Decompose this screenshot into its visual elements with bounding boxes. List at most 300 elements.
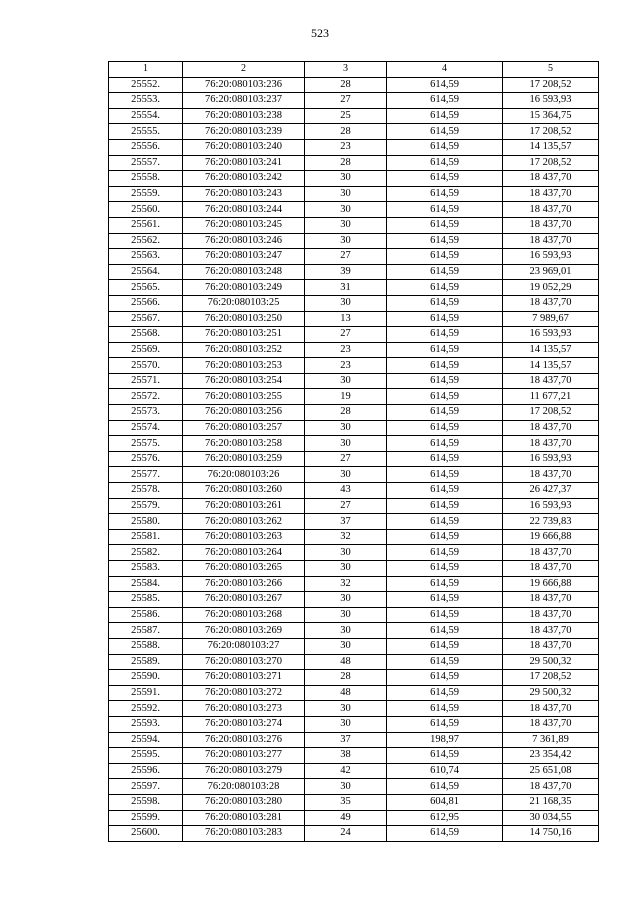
value-cell: 18 437,70 xyxy=(503,779,599,795)
area-cell: 27 xyxy=(305,249,387,265)
cadastral-number-cell: 76:20:080103:236 xyxy=(183,77,305,93)
rate-cell: 614,59 xyxy=(387,108,503,124)
area-cell: 30 xyxy=(305,436,387,452)
rate-cell: 614,59 xyxy=(387,342,503,358)
row-number-cell: 25590. xyxy=(109,670,183,686)
cadastral-number-cell: 76:20:080103:258 xyxy=(183,436,305,452)
table-row xyxy=(109,545,599,561)
column-header: 1 xyxy=(109,62,183,78)
cadastral-number-cell: 76:20:080103:237 xyxy=(183,93,305,109)
cadastral-number-cell: 76:20:080103:28 xyxy=(183,779,305,795)
area-cell: 23 xyxy=(305,139,387,155)
rate-cell: 614,59 xyxy=(387,592,503,608)
area-cell: 28 xyxy=(305,155,387,171)
value-cell: 14 135,57 xyxy=(503,139,599,155)
area-cell: 43 xyxy=(305,483,387,499)
area-cell: 28 xyxy=(305,405,387,421)
row-number-cell: 25552. xyxy=(109,77,183,93)
table-row xyxy=(109,295,599,311)
table-row xyxy=(109,794,599,810)
cadastral-number-cell: 76:20:080103:267 xyxy=(183,592,305,608)
table-row xyxy=(109,311,599,327)
table-row xyxy=(109,405,599,421)
rate-cell: 614,59 xyxy=(387,405,503,421)
cadastral-number-cell: 76:20:080103:266 xyxy=(183,576,305,592)
area-cell: 30 xyxy=(305,545,387,561)
cadastral-number-cell: 76:20:080103:244 xyxy=(183,202,305,218)
table-row xyxy=(109,592,599,608)
area-cell: 30 xyxy=(305,171,387,187)
cadastral-number-cell: 76:20:080103:247 xyxy=(183,249,305,265)
rate-cell: 614,59 xyxy=(387,389,503,405)
area-cell: 35 xyxy=(305,794,387,810)
area-cell: 30 xyxy=(305,467,387,483)
rate-cell: 614,59 xyxy=(387,716,503,732)
rate-cell: 614,59 xyxy=(387,436,503,452)
row-number-cell: 25597. xyxy=(109,779,183,795)
cadastral-number-cell: 76:20:080103:259 xyxy=(183,451,305,467)
cadastral-number-cell: 76:20:080103:248 xyxy=(183,264,305,280)
table-row xyxy=(109,685,599,701)
value-cell: 22 739,83 xyxy=(503,514,599,530)
value-cell: 19 666,88 xyxy=(503,576,599,592)
row-number-cell: 25563. xyxy=(109,249,183,265)
row-number-cell: 25566. xyxy=(109,295,183,311)
row-number-cell: 25556. xyxy=(109,139,183,155)
value-cell: 29 500,32 xyxy=(503,654,599,670)
table-row xyxy=(109,638,599,654)
row-number-cell: 25555. xyxy=(109,124,183,140)
value-cell: 18 437,70 xyxy=(503,436,599,452)
rate-cell: 614,59 xyxy=(387,638,503,654)
table-row xyxy=(109,670,599,686)
area-cell: 48 xyxy=(305,654,387,670)
area-cell: 30 xyxy=(305,592,387,608)
rate-cell: 614,59 xyxy=(387,467,503,483)
value-cell: 23 969,01 xyxy=(503,264,599,280)
cadastral-number-cell: 76:20:080103:279 xyxy=(183,763,305,779)
row-number-cell: 25561. xyxy=(109,217,183,233)
table-row xyxy=(109,763,599,779)
rate-cell: 614,59 xyxy=(387,217,503,233)
area-cell: 30 xyxy=(305,295,387,311)
value-cell: 18 437,70 xyxy=(503,561,599,577)
rate-cell: 614,59 xyxy=(387,93,503,109)
value-cell: 25 651,08 xyxy=(503,763,599,779)
value-cell: 18 437,70 xyxy=(503,592,599,608)
row-number-cell: 25595. xyxy=(109,748,183,764)
row-number-cell: 25571. xyxy=(109,373,183,389)
rate-cell: 614,59 xyxy=(387,171,503,187)
table-row xyxy=(109,701,599,717)
rate-cell: 614,59 xyxy=(387,311,503,327)
value-cell: 18 437,70 xyxy=(503,295,599,311)
row-number-cell: 25577. xyxy=(109,467,183,483)
table-row xyxy=(109,217,599,233)
value-cell: 18 437,70 xyxy=(503,545,599,561)
table-row xyxy=(109,280,599,296)
row-number-cell: 25573. xyxy=(109,405,183,421)
cadastral-number-cell: 76:20:080103:241 xyxy=(183,155,305,171)
area-cell: 48 xyxy=(305,685,387,701)
cadastral-number-cell: 76:20:080103:257 xyxy=(183,420,305,436)
table-row xyxy=(109,358,599,374)
row-number-cell: 25558. xyxy=(109,171,183,187)
rate-cell: 614,59 xyxy=(387,155,503,171)
rate-cell: 614,59 xyxy=(387,327,503,343)
row-number-cell: 25591. xyxy=(109,685,183,701)
area-cell: 28 xyxy=(305,124,387,140)
area-cell: 31 xyxy=(305,280,387,296)
area-cell: 23 xyxy=(305,358,387,374)
area-cell: 28 xyxy=(305,77,387,93)
cadastral-number-cell: 76:20:080103:256 xyxy=(183,405,305,421)
cadastral-number-cell: 76:20:080103:277 xyxy=(183,748,305,764)
table-row xyxy=(109,810,599,826)
value-cell: 29 500,32 xyxy=(503,685,599,701)
table-row xyxy=(109,155,599,171)
area-cell: 37 xyxy=(305,514,387,530)
row-number-cell: 25587. xyxy=(109,623,183,639)
area-cell: 23 xyxy=(305,342,387,358)
table-row xyxy=(109,623,599,639)
cadastral-number-cell: 76:20:080103:260 xyxy=(183,483,305,499)
cadastral-number-cell: 76:20:080103:243 xyxy=(183,186,305,202)
rate-cell: 198,97 xyxy=(387,732,503,748)
table-row xyxy=(109,420,599,436)
area-cell: 27 xyxy=(305,93,387,109)
cadastral-number-cell: 76:20:080103:250 xyxy=(183,311,305,327)
cadastral-number-cell: 76:20:080103:249 xyxy=(183,280,305,296)
value-cell: 18 437,70 xyxy=(503,186,599,202)
column-header: 5 xyxy=(503,62,599,78)
row-number-cell: 25575. xyxy=(109,436,183,452)
rate-cell: 614,59 xyxy=(387,139,503,155)
area-cell: 39 xyxy=(305,264,387,280)
cadastral-number-cell: 76:20:080103:276 xyxy=(183,732,305,748)
table-row xyxy=(109,124,599,140)
rate-cell: 614,59 xyxy=(387,124,503,140)
rate-cell: 614,59 xyxy=(387,748,503,764)
area-cell: 30 xyxy=(305,561,387,577)
value-cell: 18 437,70 xyxy=(503,233,599,249)
table-row xyxy=(109,561,599,577)
table-row xyxy=(109,654,599,670)
row-number-cell: 25581. xyxy=(109,529,183,545)
table-row xyxy=(109,389,599,405)
row-number-cell: 25557. xyxy=(109,155,183,171)
value-cell: 26 427,37 xyxy=(503,483,599,499)
rate-cell: 614,59 xyxy=(387,607,503,623)
area-cell: 13 xyxy=(305,311,387,327)
area-cell: 32 xyxy=(305,576,387,592)
table-row xyxy=(109,186,599,202)
cadastral-number-cell: 76:20:080103:274 xyxy=(183,716,305,732)
table-row xyxy=(109,576,599,592)
row-number-cell: 25565. xyxy=(109,280,183,296)
table-row xyxy=(109,607,599,623)
cadastral-number-cell: 76:20:080103:272 xyxy=(183,685,305,701)
cadastral-number-cell: 76:20:080103:253 xyxy=(183,358,305,374)
rate-cell: 614,59 xyxy=(387,529,503,545)
area-cell: 30 xyxy=(305,623,387,639)
table-row xyxy=(109,732,599,748)
value-cell: 18 437,70 xyxy=(503,716,599,732)
row-number-cell: 25564. xyxy=(109,264,183,280)
value-cell: 7 989,67 xyxy=(503,311,599,327)
table-row xyxy=(109,77,599,93)
rate-cell: 614,59 xyxy=(387,295,503,311)
area-cell: 30 xyxy=(305,779,387,795)
value-cell: 7 361,89 xyxy=(503,732,599,748)
cadastral-number-cell: 76:20:080103:26 xyxy=(183,467,305,483)
table-row xyxy=(109,108,599,124)
row-number-cell: 25584. xyxy=(109,576,183,592)
value-cell: 18 437,70 xyxy=(503,623,599,639)
cadastral-number-cell: 76:20:080103:283 xyxy=(183,826,305,842)
rate-cell: 614,59 xyxy=(387,77,503,93)
cadastral-number-cell: 76:20:080103:268 xyxy=(183,607,305,623)
area-cell: 30 xyxy=(305,373,387,389)
rate-cell: 614,59 xyxy=(387,420,503,436)
cadastral-number-cell: 76:20:080103:239 xyxy=(183,124,305,140)
row-number-cell: 25582. xyxy=(109,545,183,561)
cadastral-number-cell: 76:20:080103:280 xyxy=(183,794,305,810)
rate-cell: 614,59 xyxy=(387,233,503,249)
cadastral-number-cell: 76:20:080103:273 xyxy=(183,701,305,717)
rate-cell: 614,59 xyxy=(387,249,503,265)
table-row xyxy=(109,249,599,265)
rate-cell: 614,59 xyxy=(387,451,503,467)
table-row xyxy=(109,748,599,764)
area-cell: 42 xyxy=(305,763,387,779)
row-number-cell: 25594. xyxy=(109,732,183,748)
cadastral-number-cell: 76:20:080103:252 xyxy=(183,342,305,358)
cadastral-number-cell: 76:20:080103:269 xyxy=(183,623,305,639)
rate-cell: 612,95 xyxy=(387,810,503,826)
area-cell: 30 xyxy=(305,202,387,218)
row-number-cell: 25553. xyxy=(109,93,183,109)
row-number-cell: 25580. xyxy=(109,514,183,530)
area-cell: 24 xyxy=(305,826,387,842)
rate-cell: 604,81 xyxy=(387,794,503,810)
value-cell: 19 666,88 xyxy=(503,529,599,545)
area-cell: 37 xyxy=(305,732,387,748)
area-cell: 38 xyxy=(305,748,387,764)
value-cell: 17 208,52 xyxy=(503,155,599,171)
row-number-cell: 25579. xyxy=(109,498,183,514)
cadastral-number-cell: 76:20:080103:251 xyxy=(183,327,305,343)
row-number-cell: 25560. xyxy=(109,202,183,218)
row-number-cell: 25559. xyxy=(109,186,183,202)
value-cell: 14 750,16 xyxy=(503,826,599,842)
cadastral-number-cell: 76:20:080103:263 xyxy=(183,529,305,545)
cadastral-number-cell: 76:20:080103:264 xyxy=(183,545,305,561)
table-row xyxy=(109,483,599,499)
value-cell: 18 437,70 xyxy=(503,171,599,187)
table-row xyxy=(109,139,599,155)
rate-cell: 614,59 xyxy=(387,358,503,374)
rate-cell: 614,59 xyxy=(387,779,503,795)
value-cell: 18 437,70 xyxy=(503,373,599,389)
value-cell: 18 437,70 xyxy=(503,467,599,483)
value-cell: 14 135,57 xyxy=(503,342,599,358)
cadastral-number-cell: 76:20:080103:262 xyxy=(183,514,305,530)
table-row xyxy=(109,264,599,280)
value-cell: 18 437,70 xyxy=(503,701,599,717)
rate-cell: 614,59 xyxy=(387,685,503,701)
table-row xyxy=(109,202,599,218)
rate-cell: 614,59 xyxy=(387,670,503,686)
rate-cell: 614,59 xyxy=(387,280,503,296)
area-cell: 30 xyxy=(305,233,387,249)
area-cell: 27 xyxy=(305,451,387,467)
area-cell: 30 xyxy=(305,716,387,732)
row-number-cell: 25567. xyxy=(109,311,183,327)
rate-cell: 610,74 xyxy=(387,763,503,779)
value-cell: 17 208,52 xyxy=(503,405,599,421)
row-number-cell: 25570. xyxy=(109,358,183,374)
cadastral-number-cell: 76:20:080103:240 xyxy=(183,139,305,155)
value-cell: 16 593,93 xyxy=(503,249,599,265)
value-cell: 18 437,70 xyxy=(503,217,599,233)
row-number-cell: 25600. xyxy=(109,826,183,842)
table-row xyxy=(109,716,599,732)
area-cell: 28 xyxy=(305,670,387,686)
cadastral-number-cell: 76:20:080103:242 xyxy=(183,171,305,187)
row-number-cell: 25588. xyxy=(109,638,183,654)
row-number-cell: 25578. xyxy=(109,483,183,499)
area-cell: 49 xyxy=(305,810,387,826)
value-cell: 18 437,70 xyxy=(503,607,599,623)
cadastral-number-cell: 76:20:080103:270 xyxy=(183,654,305,670)
value-cell: 16 593,93 xyxy=(503,93,599,109)
table-row xyxy=(109,171,599,187)
cadastral-number-cell: 76:20:080103:261 xyxy=(183,498,305,514)
rate-cell: 614,59 xyxy=(387,202,503,218)
table-row xyxy=(109,514,599,530)
value-cell: 17 208,52 xyxy=(503,77,599,93)
row-number-cell: 25576. xyxy=(109,451,183,467)
value-cell: 16 593,93 xyxy=(503,498,599,514)
rate-cell: 614,59 xyxy=(387,498,503,514)
value-cell: 11 677,21 xyxy=(503,389,599,405)
cadastral-number-cell: 76:20:080103:255 xyxy=(183,389,305,405)
rate-cell: 614,59 xyxy=(387,654,503,670)
table-row xyxy=(109,233,599,249)
area-cell: 32 xyxy=(305,529,387,545)
row-number-cell: 25599. xyxy=(109,810,183,826)
rate-cell: 614,59 xyxy=(387,483,503,499)
row-number-cell: 25562. xyxy=(109,233,183,249)
data-table xyxy=(108,61,599,842)
rate-cell: 614,59 xyxy=(387,561,503,577)
value-cell: 15 364,75 xyxy=(503,108,599,124)
cadastral-number-cell: 76:20:080103:25 xyxy=(183,295,305,311)
value-cell: 16 593,93 xyxy=(503,327,599,343)
table-row xyxy=(109,529,599,545)
row-number-cell: 25598. xyxy=(109,794,183,810)
row-number-cell: 25569. xyxy=(109,342,183,358)
row-number-cell: 25574. xyxy=(109,420,183,436)
value-cell: 30 034,55 xyxy=(503,810,599,826)
table-row xyxy=(109,779,599,795)
rate-cell: 614,59 xyxy=(387,623,503,639)
cadastral-number-cell: 76:20:080103:238 xyxy=(183,108,305,124)
cadastral-number-cell: 76:20:080103:281 xyxy=(183,810,305,826)
value-cell: 23 354,42 xyxy=(503,748,599,764)
row-number-cell: 25554. xyxy=(109,108,183,124)
cadastral-number-cell: 76:20:080103:27 xyxy=(183,638,305,654)
cadastral-number-cell: 76:20:080103:265 xyxy=(183,561,305,577)
area-cell: 27 xyxy=(305,327,387,343)
value-cell: 18 437,70 xyxy=(503,202,599,218)
page-number: 523 xyxy=(311,26,329,40)
rate-cell: 614,59 xyxy=(387,576,503,592)
row-number-cell: 25592. xyxy=(109,701,183,717)
rate-cell: 614,59 xyxy=(387,514,503,530)
table-header-row xyxy=(109,62,599,78)
area-cell: 30 xyxy=(305,701,387,717)
table-body xyxy=(109,77,599,841)
value-cell: 18 437,70 xyxy=(503,420,599,436)
rate-cell: 614,59 xyxy=(387,186,503,202)
area-cell: 30 xyxy=(305,638,387,654)
row-number-cell: 25583. xyxy=(109,561,183,577)
row-number-cell: 25572. xyxy=(109,389,183,405)
cadastral-number-cell: 76:20:080103:245 xyxy=(183,217,305,233)
rate-cell: 614,59 xyxy=(387,545,503,561)
table-row xyxy=(109,342,599,358)
area-cell: 30 xyxy=(305,607,387,623)
rate-cell: 614,59 xyxy=(387,373,503,389)
row-number-cell: 25585. xyxy=(109,592,183,608)
table-row xyxy=(109,373,599,389)
table-row xyxy=(109,93,599,109)
area-cell: 30 xyxy=(305,420,387,436)
column-header: 4 xyxy=(387,62,503,78)
value-cell: 14 135,57 xyxy=(503,358,599,374)
cadastral-number-cell: 76:20:080103:246 xyxy=(183,233,305,249)
value-cell: 19 052,29 xyxy=(503,280,599,296)
value-cell: 16 593,93 xyxy=(503,451,599,467)
table-row xyxy=(109,327,599,343)
row-number-cell: 25593. xyxy=(109,716,183,732)
value-cell: 17 208,52 xyxy=(503,124,599,140)
cadastral-number-cell: 76:20:080103:271 xyxy=(183,670,305,686)
table-row xyxy=(109,467,599,483)
rate-cell: 614,59 xyxy=(387,826,503,842)
area-cell: 25 xyxy=(305,108,387,124)
area-cell: 30 xyxy=(305,217,387,233)
table-row xyxy=(109,436,599,452)
table-row xyxy=(109,498,599,514)
rate-cell: 614,59 xyxy=(387,264,503,280)
column-header: 2 xyxy=(183,62,305,78)
row-number-cell: 25568. xyxy=(109,327,183,343)
row-number-cell: 25586. xyxy=(109,607,183,623)
area-cell: 27 xyxy=(305,498,387,514)
column-header: 3 xyxy=(305,62,387,78)
row-number-cell: 25589. xyxy=(109,654,183,670)
area-cell: 30 xyxy=(305,186,387,202)
value-cell: 21 168,35 xyxy=(503,794,599,810)
area-cell: 19 xyxy=(305,389,387,405)
row-number-cell: 25596. xyxy=(109,763,183,779)
table-row xyxy=(109,826,599,842)
table-row xyxy=(109,451,599,467)
value-cell: 17 208,52 xyxy=(503,670,599,686)
